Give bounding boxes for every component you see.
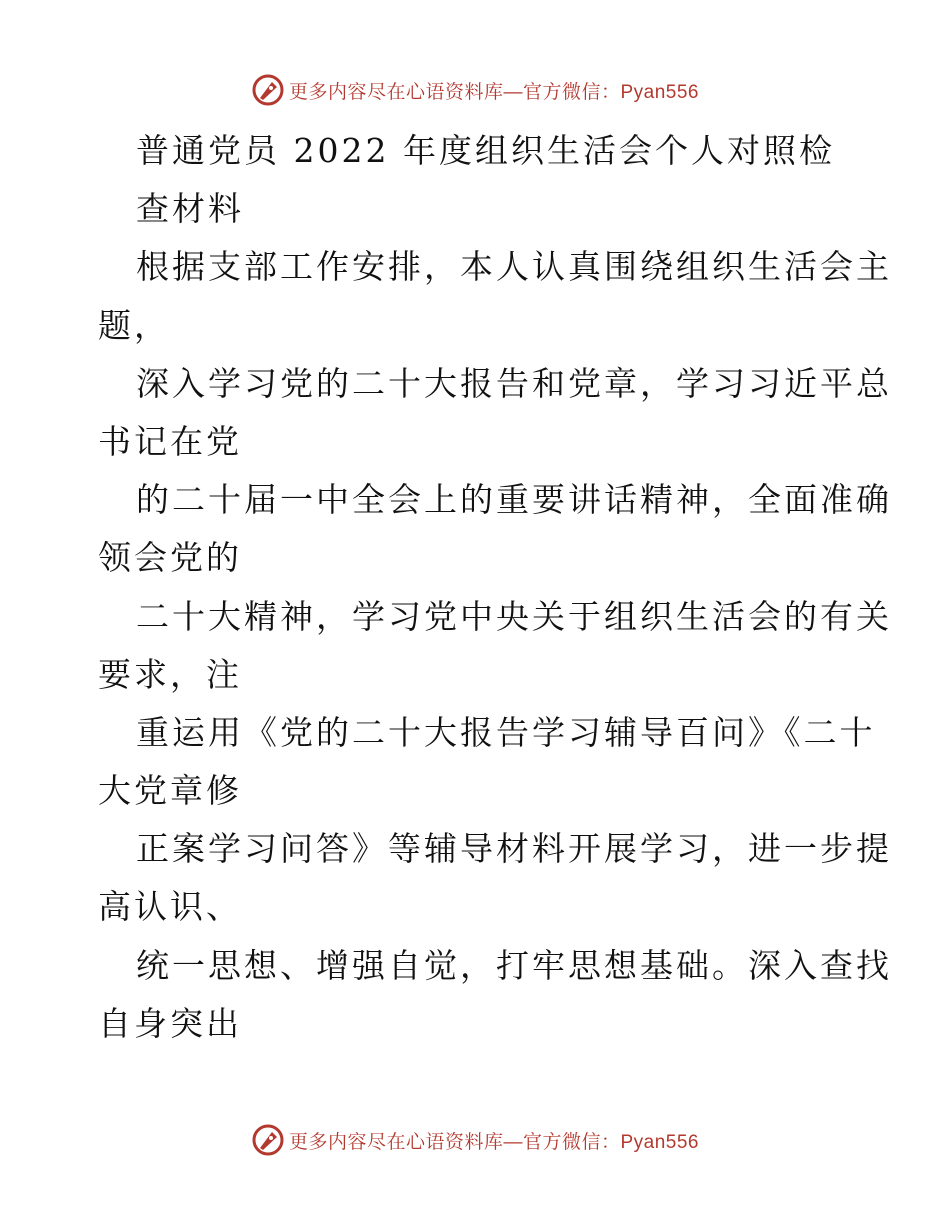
pen-nib-seal-icon xyxy=(251,73,285,107)
text-line: 正案学习问答》等辅导材料开展学习，进一步提 xyxy=(136,829,892,869)
footer-watermark xyxy=(0,1120,950,1160)
watermark-text: 更多内容尽在心语资料库—官方微信：Pyan556 xyxy=(288,81,699,103)
text-line: 查材料 xyxy=(136,189,244,229)
text-line: 自身突出 xyxy=(98,1003,242,1043)
pen-nib-seal-icon xyxy=(251,1123,285,1157)
text-line: 的二十届一中全会上的重要讲话精神，全面准确 xyxy=(136,480,892,520)
text-line: 高认识、 xyxy=(98,887,242,927)
text-line: 大党章修 xyxy=(98,771,242,811)
text-line: 要求，注 xyxy=(98,654,242,694)
watermark-text: 更多内容尽在心语资料库—官方微信：Pyan556 xyxy=(288,1131,699,1153)
document-body xyxy=(98,122,892,1053)
text-line: 普通党员 2022 年度组织生活会个人对照检 xyxy=(136,131,835,170)
text-line: 领会党的 xyxy=(98,538,242,578)
text-line: 题， xyxy=(98,305,170,345)
text-line: 根据支部工作安排，本人认真围绕组织生活会主 xyxy=(136,247,892,287)
text-line: 书记在党 xyxy=(98,421,242,461)
header-watermark xyxy=(0,70,950,110)
text-line: 重运用《党的二十大报告学习辅导百问》《二十 xyxy=(136,712,876,752)
text-line: 二十大精神，学习党中央关于组织生活会的有关 xyxy=(136,596,892,636)
text-line: 深入学习党的二十大报告和党章，学习习近平总 xyxy=(136,363,892,403)
text-line: 统一思想、增强自觉，打牢思想基础。深入查找 xyxy=(136,945,892,985)
